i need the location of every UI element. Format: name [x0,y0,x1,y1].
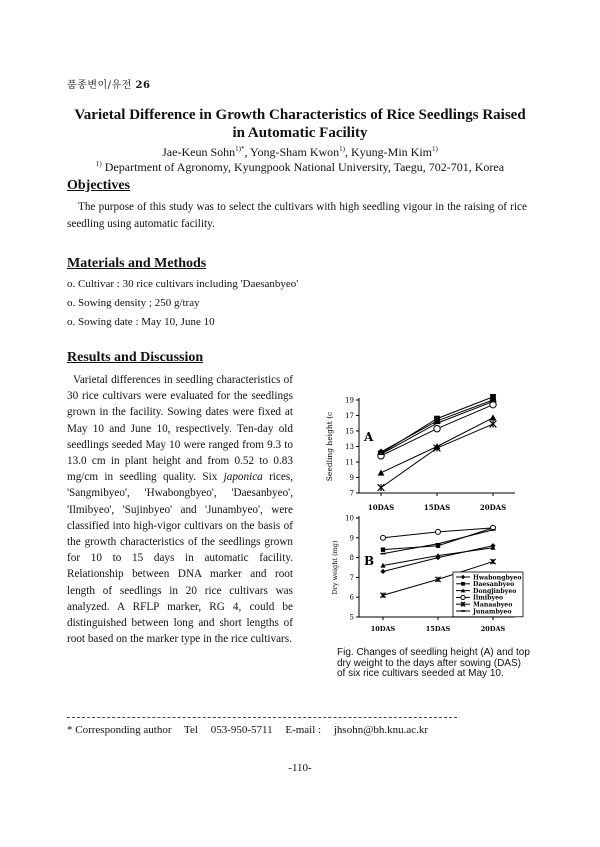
chart-panel-a [320,388,535,513]
data-point [381,547,385,551]
affiliation-text: Department of Agronomy, Kyungpook National University, Taegu, 702-701, Korea [104,160,505,174]
legend-label: Ilmibyeo [473,594,504,602]
x-tick-label: 20DAS [479,503,507,512]
x-tick-label: 10DAS [370,625,396,633]
footnote-email-label: E-mail : [285,724,322,736]
legend-label: Junambyeo [473,608,512,616]
y-tick-label: 6 [349,593,354,602]
methods-heading: Materials and Methods [67,256,207,271]
data-point [434,416,440,422]
x-tick-label: 15DAS [423,503,451,512]
legend-label: Daesanbyeo [473,581,515,589]
author-3: Kyung-Min Kim [351,145,433,159]
y-tick-label: 17 [345,412,354,420]
data-point [490,421,497,428]
y-axis-label: Dry weight (mg) [331,540,339,595]
paper-title [40,106,560,142]
legend-label: Dongjinbyeo [473,587,517,595]
legend-label: Manaabyeo [473,601,513,609]
header-category: 품종변이/유전 [67,80,132,91]
x-tick-label: 15DAS [425,625,451,633]
author-3-sup: 1) [432,145,438,153]
y-tick-label: 8 [349,554,354,563]
footnote-tel: 053-950-5711 [210,724,273,736]
objectives-heading: Objectives [67,178,130,193]
footnote-label: * Corresponding author [67,724,172,736]
y-tick-label: 9 [349,534,354,543]
y-tick-label: 15 [345,427,354,436]
figure-caption: Fig. Changes of seedling height (A) and top dry weight to the days after sowing (DAS) of six rice cultivars seeded at May 10. [337,647,530,680]
data-point [490,559,495,564]
header-number: 26 [135,80,151,91]
y-tick-label: 19 [345,396,354,405]
footnote [67,724,438,736]
panel-label: B [364,554,375,568]
author-list: Jae-Keun Sohn$^{1)*}$, Yong-Sham Kwon$^{1)}$, Kyung-Min Kim$^{1)}$ [162,145,438,159]
author-1-sup: 1)* [235,145,245,153]
data-point [434,425,440,431]
data-point [461,582,465,586]
methods-item: o. Sowing density ; 250 g/tray [67,297,200,309]
affiliation [40,157,560,174]
legend-label: Hwabongbyeo [473,574,522,582]
data-point [378,469,385,475]
y-tick-label: 7 [349,489,354,498]
objectives-text: The purpose of this study was to select the cultivars with high seedling vigour in the raising of rice seedling using automatic facility. [67,201,527,230]
author-2-sup: 1) [339,145,346,153]
affiliation-sup: 1) [95,160,102,168]
data-point [381,535,386,540]
methods-item: o. Cultivar : 30 rice cultivars including 'Daesanbyeo' [67,278,299,290]
header-tag [67,76,150,91]
data-point [435,577,440,582]
chart-panel-b [320,510,535,640]
data-point [380,593,385,598]
results-heading: Results and Discussion [67,350,204,365]
x-tick-label: 10DAS [367,503,395,512]
data-point [490,414,497,420]
y-tick-label: 10 [345,514,354,523]
y-tick-label: 5 [349,613,354,622]
data-point [490,394,496,400]
y-axis-label: Seedling height (c [325,411,334,482]
title-line-1: Varietal Difference in Growth Characteristics of Rice Seedlings Raised [74,107,526,123]
author-1: Jae-Keun Sohn [162,145,236,159]
footnote-email: jhsohn@bh.knu.ac.kr [333,724,429,736]
results-text [67,372,293,647]
results-text-part-2: rices, 'Sangmibyeo', 'Hwabongbyeo', 'Daesanbyeo', 'Ilmibyeo', 'Sujinbyeo' and 'Junambyeo', were classified into high-vigor cultivars on the basis of the growth characteristics of the seedlings grown for 10 to 15 days in automatic facility. Relationship between DNA marker and root length of seedlings in 20 rice cultivars was analyzed. A RFLP marker, RG 4, could be distinguished between long and short lengths of root based on the marker type in the rice cultivars. [67,471,293,646]
footnote-tel-label: Tel [184,724,198,736]
data-point [380,569,385,574]
methods-item: o. Sowing date : May 10, June 10 [67,316,215,328]
data-point [461,595,465,599]
author-2: Yong-Sham Kwon [250,145,340,159]
y-tick-label: 11 [345,458,354,467]
y-tick-label: 9 [349,474,354,482]
results-text-part-1: Varietal differences in seedling characteristics of 30 rice cultivars were evaluated for the seedlings grown in the facility. Sowing dates were fixed at May 10 and June 10, respectively. Ten-day old seedlings seeded May 10 were ranged from 9.3 to 13.0 cm in plant height and from 0.52 to 0.83 mg/cm in seedling quality. Six [67,374,293,484]
panel-label: A [364,430,374,444]
data-point [436,529,441,534]
series-line [381,424,493,488]
footnote-divider [67,717,457,718]
data-point [378,484,385,491]
title-line-2: in Automatic Facility [232,125,368,141]
page-number: -110- [288,762,312,774]
results-text-italic: japonica [223,471,263,484]
y-tick-label: 13 [345,443,354,451]
x-tick-label: 20DAS [480,625,506,633]
y-tick-label: 7 [349,573,354,582]
